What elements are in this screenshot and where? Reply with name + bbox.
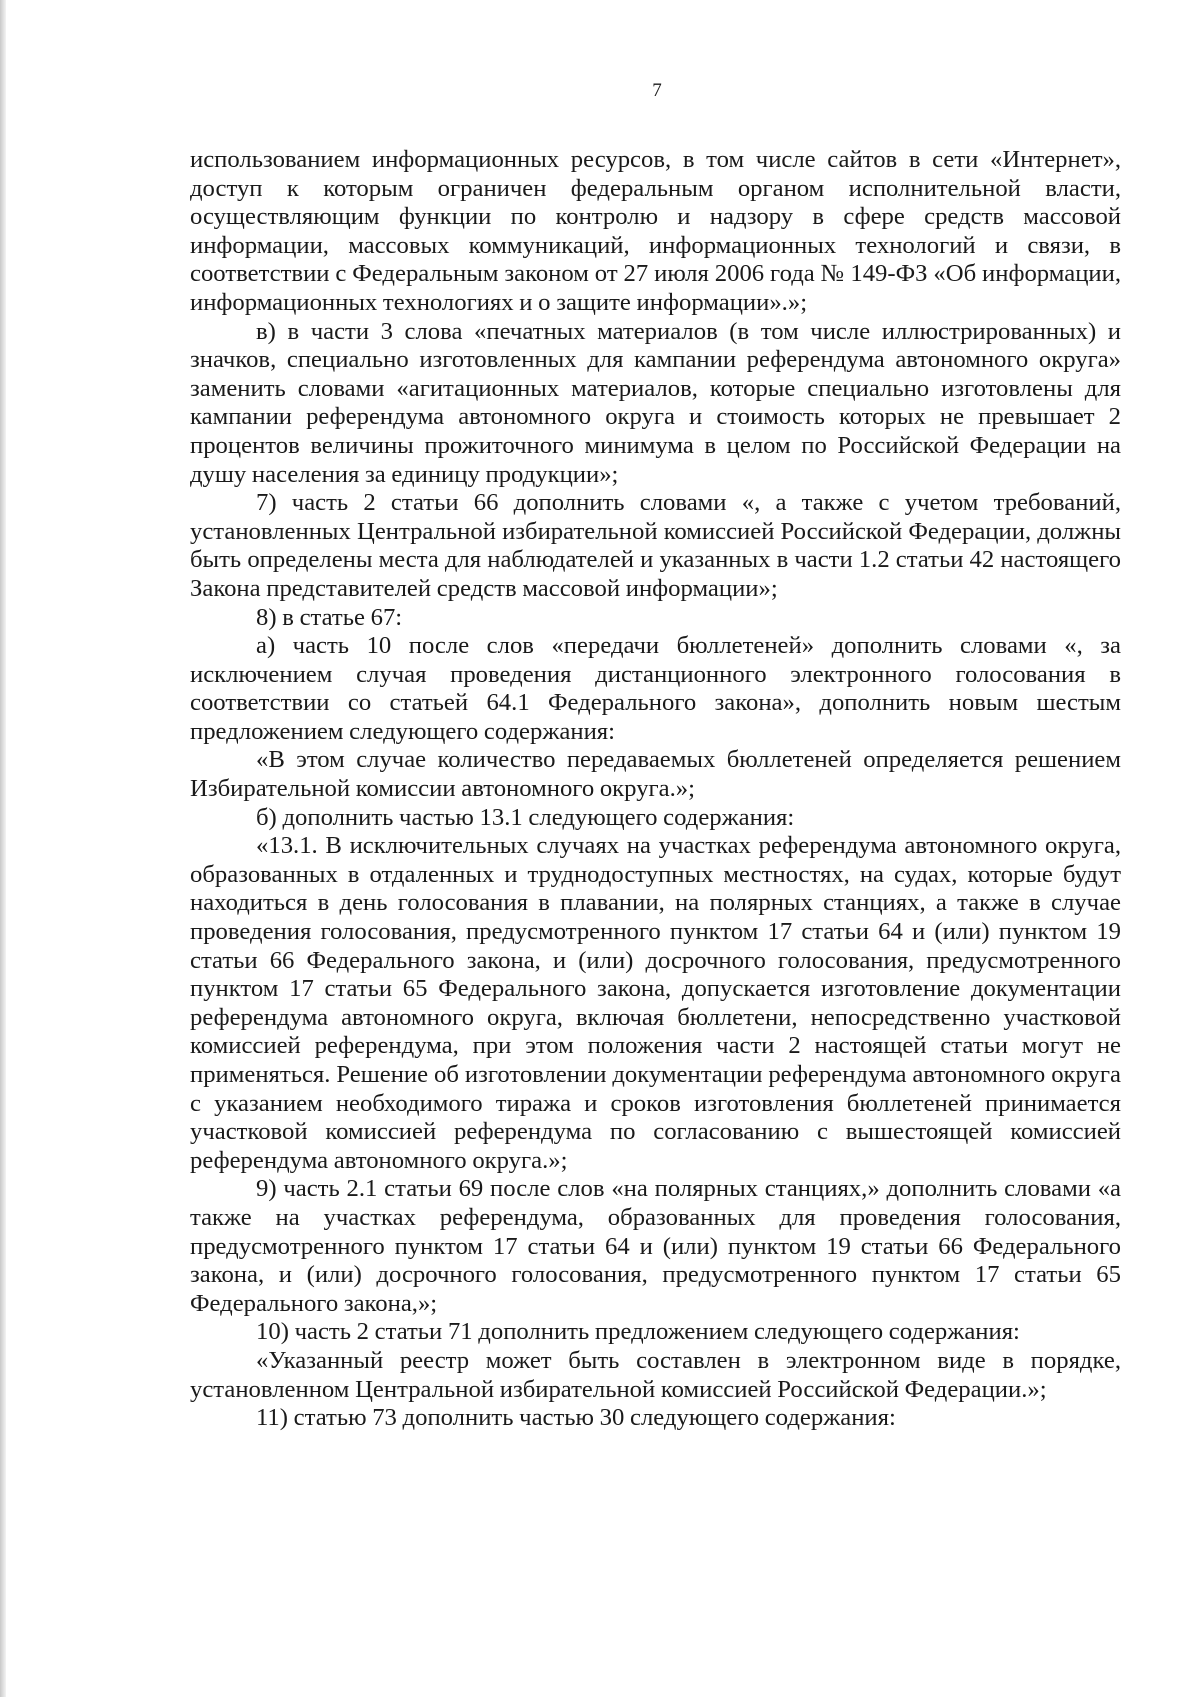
paragraph-quote-10: «Указанный реестр может быть составлен в электронном виде в порядке, установленном Центральной избирательной комиссией Российской Федерации.»; [190,1346,1121,1403]
paragraph-item-10: 10) часть 2 статьи 71 дополнить предложением следующего содержания: [256,1318,1020,1346]
paragraph-item-9: 9) часть 2.1 статьи 69 после слов «на полярных станциях,» дополнить словами «а также на участках референдума, образованных для проведения голосования, предусмотренного пунктом 17 статьи 64 и (или) пунктом 19 статьи 66 Федерального закона, и (или) досрочного голосования, предусмотренного пунктом 17 статьи 65 Федерального закона,»; [190,1175,1121,1317]
page-edge-shadow [0,0,6,1697]
paragraph-item-8b: б) дополнить частью 13.1 следующего содержания: [256,803,795,831]
paragraph-item-v: в) в части 3 слова «печатных материалов (в том числе иллюстрированных) и значков, специально изготовленных для кампании референдума автономного округа» заменить словами «агитационных материалов, которые специально изготовлены для кампании референдума автономного округа и стоимость которых не превышает 2 процентов величины прожиточного минимума в целом по Российской Федерации на душу населения за единицу продукции»; [190,317,1121,488]
paragraph-continuation: использованием информационных ресурсов, в том числе сайтов в сети «Интернет», доступ к которым ограничен федеральным органом исполнительной власти, осуществляющим функции по контролю и надзору в сфере средств массовой информации, массовых коммуникаций, информационных технологий и связи, в соответствии с Федеральным законом от 27 июля 2006 года № 149-ФЗ «Об информации, информационных технологиях и о защите информации».»; [190,146,1121,316]
paragraph-item-7: 7) часть 2 статьи 66 дополнить словами «, а также с учетом требований, установленных Центральной избирательной комиссией Российской Федерации, должны быть определены места для наблюдателей и указанных в части 1.2 статьи 42 настоящего Закона представителей средств массовой информации»; [190,489,1121,602]
page-number: 7 [652,80,662,101]
paragraph-quote-8a: «В этом случае количество передаваемых бюллетеней определяется решением Избирательной комиссии автономного округа.»; [190,746,1121,803]
paragraph-item-11: 11) статью 73 дополнить частью 30 следующего содержания: [256,1404,896,1432]
document-body [190,146,1121,1433]
paragraph-item-8: 8) в статье 67: [256,603,403,631]
paragraph-item-8a: а) часть 10 после слов «передачи бюллетеней» дополнить словами «, за исключением случая проведения дистанционного электронного голосования в соответствии со статьей 64.1 Федерального закона», дополнить новым шестым предложением следующего содержания: [190,632,1121,745]
paragraph-quote-13-1: «13.1. В исключительных случаях на участках референдума автономного округа, образованных в отдаленных и труднодоступных местностях, на судах, которые будут находиться в день голосования в плавании, на полярных станциях, а также в случае проведения голосования, предусмотренного пунктом 17 статьи 64 и (или) пунктом 19 статьи 66 Федерального закона, и (или) досрочного голосования, предусмотренного пунктом 17 статьи 65 Федерального закона, допускается изготовление документации референдума автономного округа, включая бюллетени, непосредственно участковой комиссией референдума, при этом положения части 2 настоящей статьи могут не применяться. Решение об изготовлении документации референдума автономного округа с указанием необходимого тиража и сроков изготовления бюллетеней принимается участковой комиссией референдума по согласованию с вышестоящей комиссией референдума автономного округа.»; [190,832,1121,1174]
